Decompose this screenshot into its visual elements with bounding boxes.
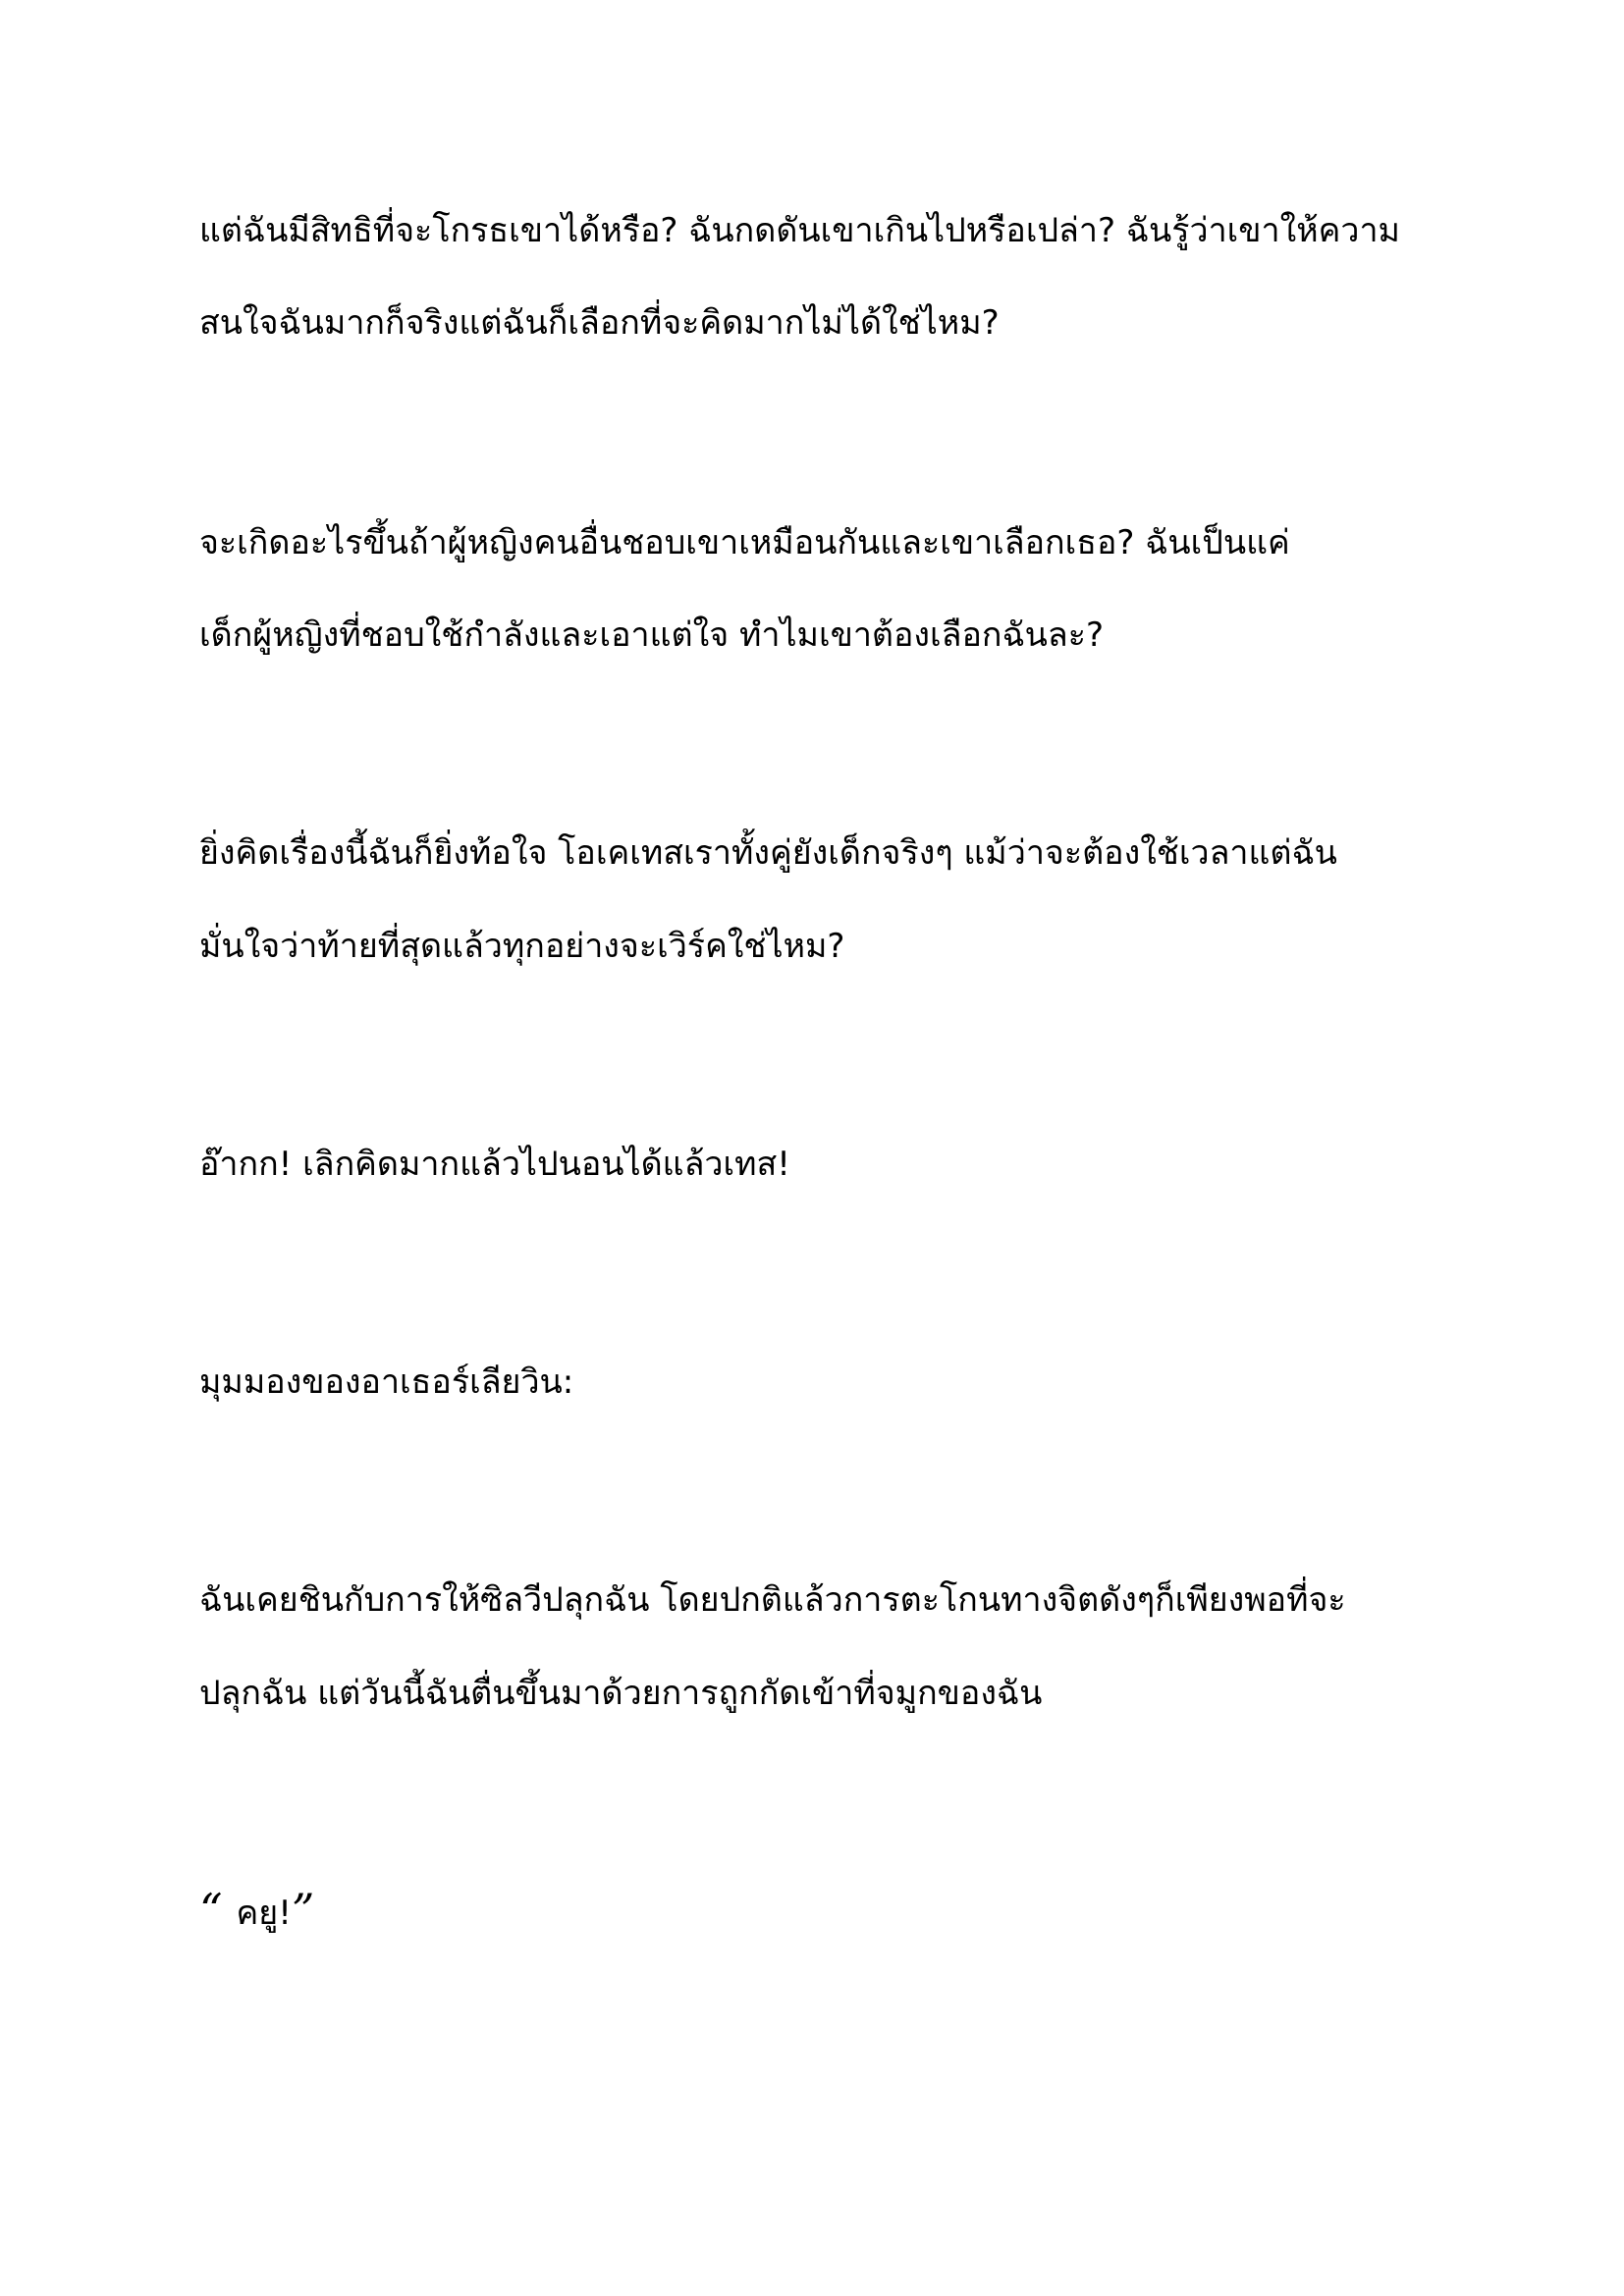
paragraph-2-line-1: จะเกิดอะไรขึ้นถ้าผู้หญิงคนอื่นชอบเขาเหมือนกันและเขาเลือกเธอ? ฉันเป็นแค่ xyxy=(199,523,1290,562)
paragraph-1-line-1: แต่ฉันมีสิทธิที่จะโกรธเขาได้หรือ? ฉันกดดันเขาเกินไปหรือเปล่า? ฉันรู้ว่าเขาให้ความ xyxy=(199,211,1400,250)
paragraph-2-line-2: เด็กผู้หญิงที่ชอบใช้กำลังและเอาแต่ใจ ทำไมเขาต้องเลือกฉันละ? xyxy=(199,615,1105,655)
paragraph-1-line-2: สนใจฉันมากก็จริงแต่ฉันก็เลือกที่จะคิดมากไม่ได้ใช่ไหม? xyxy=(199,303,1000,343)
section-heading-arthur-pov: มุมมองของอาเธอร์เลียวิน: xyxy=(199,1362,574,1402)
paragraph-3-line-1: ยิ่งคิดเรื่องนี้ฉันก็ยิ่งท้อใจ โอเคเทสเราทั้งคู่ยังเด็กจริงๆ แม้ว่าจะต้องใช้เวลาแต่ฉัน xyxy=(199,833,1337,873)
dialogue-line xyxy=(199,1884,315,1937)
paragraph-6-line-2: ปลุกฉัน แต่วันนี้ฉันตื่นขึ้นมาด้วยการถูกกัดเข้าที่จมูกของฉัน xyxy=(199,1674,1043,1713)
paragraph-3-line-2: มั่นใจว่าท้ายที่สุดแล้วทุกอย่างจะเวิร์คใช่ไหม? xyxy=(199,927,845,966)
opening-quote-mark: “ xyxy=(199,1884,223,1937)
dialogue-text: คยู! xyxy=(236,1894,292,1933)
closing-quote-mark: ” xyxy=(291,1884,315,1937)
paragraph-4-line-1: อ๊ากก! เลิกคิดมากแล้วไปนอนได้แล้วเทส! xyxy=(199,1145,790,1184)
paragraph-6-line-1: ฉันเคยชินกับการให้ซิลวีปลุกฉัน โดยปกติแล้วการตะโกนทางจิตดังๆก็เพียงพอที่จะ xyxy=(199,1580,1346,1620)
